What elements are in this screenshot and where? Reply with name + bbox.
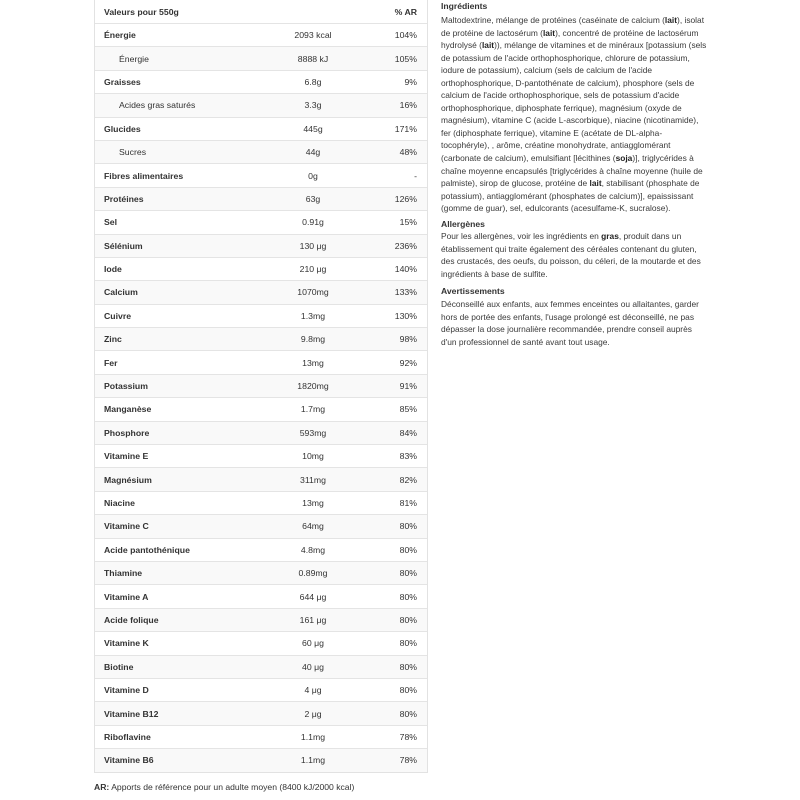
nutrient-name: Fibres alimentaires [104, 170, 184, 181]
table-row [95, 350, 427, 373]
nutrient-name: Zinc [104, 334, 122, 345]
nutrient-ar: 92% [399, 357, 417, 368]
nutrient-name: Manganèse [104, 404, 152, 415]
nutrient-ar: 84% [399, 427, 417, 438]
nutrient-value: 311mg [300, 474, 326, 485]
nutrient-name: Sucres [119, 147, 147, 158]
table-row [95, 748, 427, 771]
nutrient-ar: 130% [394, 310, 417, 321]
allergen-word: lait [481, 40, 495, 51]
table-row [95, 117, 427, 140]
nutrient-value: 1820mg [297, 381, 329, 392]
nutrient-name: Graisses [104, 76, 141, 87]
nutrient-value: 6.8g [304, 76, 322, 87]
table-row [95, 234, 427, 257]
allergen-word: soja [615, 153, 633, 164]
nutrient-value: 1070mg [297, 287, 329, 298]
nutrient-ar: 80% [399, 638, 417, 649]
nutrient-value: 161 μg [299, 614, 327, 625]
nutrient-name: Acide pantothénique [104, 544, 190, 555]
nutrient-ar: - [414, 170, 417, 181]
text-segment: ), isolat de protéine de lactosérum ( [441, 15, 705, 38]
nutrient-name: Acide folique [104, 614, 159, 625]
nutrient-ar: 126% [394, 193, 417, 204]
nutrient-ar: 171% [394, 123, 417, 134]
table-row [95, 210, 427, 233]
table-row [95, 538, 427, 561]
nutrient-name: Biotine [104, 661, 134, 672]
nutrient-name: Iode [104, 264, 122, 275]
nutrient-name: Glucides [104, 123, 141, 134]
nutrient-name: Sel [104, 217, 118, 228]
table-row [95, 46, 427, 69]
text-segment: , produit dans un établissement qui traite également des céréales contenant du gluten, des crustacés, des oeufs, du poisson, du céleri, de la moutarde et des ingrédients à base de sulfite. [441, 231, 701, 279]
nutrient-name: Potassium [104, 381, 148, 392]
nutrient-ar: 9% [404, 76, 417, 87]
nutrient-value: 4.8mg [300, 544, 326, 555]
nutrient-value: 0g [308, 170, 318, 181]
nutrient-ar: 16% [399, 100, 417, 111]
table-row [95, 725, 427, 748]
table-row [95, 93, 427, 116]
table-row [95, 584, 427, 607]
nutrient-ar: 83% [399, 451, 417, 462]
allergens-text [441, 230, 709, 280]
nutrition-table [94, 0, 428, 773]
nutrient-value: 130 μg [299, 240, 327, 251]
allergens-title: Allergènes [441, 219, 485, 229]
table-row [95, 631, 427, 654]
table-row [95, 655, 427, 678]
nutrient-name: Vitamine K [104, 638, 149, 649]
table-row [95, 23, 427, 46]
nutrient-value: 1.1mg [300, 755, 326, 766]
nutrient-ar: 80% [399, 521, 417, 532]
table-row [95, 491, 427, 514]
nutrient-name: Vitamine C [104, 521, 149, 532]
nutrient-value: 593mg [299, 427, 327, 438]
nutrient-value: 210 μg [299, 264, 327, 275]
table-row [95, 140, 427, 163]
table-row [95, 514, 427, 537]
nutrient-value: 44g [305, 147, 321, 158]
nutrient-name: Énergie [104, 30, 136, 41]
nutrient-value: 0.89mg [298, 568, 328, 579]
text-segment: ), concentré de protéine de lactosérum hydrolysé ( [441, 27, 699, 51]
nutrient-name: Vitamine A [104, 591, 149, 602]
table-row [95, 467, 427, 490]
nutrient-ar: 78% [399, 731, 417, 742]
nutrient-name: Protéines [104, 193, 144, 204]
warnings-text: Déconseillé aux enfants, aux femmes enceintes ou allaitantes, garder hors de portée des enfants, l'usage prolongé est déconseillé, ne pas dépasser la dose journalière recommandée, prendre conseil auprès d'un professionnel de santé avant tout usage. [441, 299, 699, 347]
table-row [95, 187, 427, 210]
nutrient-ar: 82% [399, 474, 417, 485]
nutrient-ar: 80% [399, 661, 417, 672]
nutrient-value: 13mg [302, 498, 324, 508]
table-row [95, 280, 427, 303]
nutrient-ar: 236% [394, 240, 417, 251]
warnings-title: Avertissements [441, 286, 505, 296]
table-row [95, 163, 427, 186]
text-segment: )], triglycérides à chaîne moyenne encapsulés [triglycérides à chaîne moyenne (huile de palmiste), sirop de glucose, protéine de [441, 153, 703, 189]
nutrient-name: Énergie [119, 53, 149, 64]
nutrient-value: 40 μg [302, 661, 324, 672]
nutrient-ar: 80% [399, 685, 417, 696]
nutrient-ar: 15% [399, 217, 417, 228]
table-row [95, 421, 427, 444]
nutrient-name: Acides gras saturés [119, 100, 196, 111]
nutrient-ar: 91% [399, 381, 417, 392]
allergen-word: lait [664, 15, 678, 25]
table-header [95, 0, 427, 23]
nutrient-value: 0.91g [302, 217, 324, 228]
text-segment: , stabilisant (phosphate de potassium), antiagglomérant (phosphates de calcium)], epaississant (gomme de guar), sel, edulcorants (acesulfame-K, sucralose). [441, 178, 700, 214]
text-segment: Pour les allergènes, voir les ingrédients en [441, 231, 602, 241]
footnote [94, 782, 354, 792]
table-row [95, 374, 427, 397]
nutrient-name: Fer [104, 357, 118, 368]
text-segment: Maltodextrine, mélange de protéines (caséinate de calcium ( [441, 15, 665, 25]
nutrient-value: 13mg [302, 357, 324, 368]
table-row [95, 678, 427, 701]
table-row [95, 561, 427, 584]
nutrient-value: 644 μg [299, 591, 327, 602]
nutrient-value: 1.3mg [300, 310, 326, 321]
nutrient-value: 2093 kcal [294, 30, 332, 41]
nutrient-ar: 85% [399, 404, 417, 415]
table-row [95, 444, 427, 467]
nutrient-name: Riboflavine [104, 731, 151, 742]
nutrient-name: Vitamine B12 [104, 708, 159, 719]
nutrient-ar: 80% [399, 591, 417, 602]
nutrient-value: 9.8mg [300, 334, 326, 345]
nutrient-value: 8888 kJ [297, 53, 329, 64]
nutrient-value: 445g [303, 123, 323, 134]
nutrient-ar: 104% [394, 30, 417, 41]
nutrient-ar: 105% [394, 53, 417, 64]
ingredients-title: Ingrédients [441, 1, 488, 11]
nutrient-ar: 80% [399, 614, 417, 625]
nutrient-name: Phosphore [104, 427, 150, 438]
nutrient-value: 60 μg [302, 638, 324, 649]
nutrient-value: 10mg [302, 451, 324, 462]
header-ar: % AR [394, 6, 417, 17]
nutrient-name: Magnésium [104, 474, 152, 485]
table-row [95, 70, 427, 93]
nutrient-ar: 133% [394, 287, 417, 298]
nutrient-name: Vitamine D [104, 685, 149, 696]
nutrient-ar: 80% [399, 708, 417, 719]
table-row [95, 397, 427, 420]
nutrient-value: 3.3g [304, 100, 322, 111]
nutrient-ar: 80% [399, 568, 417, 579]
table-row [95, 608, 427, 631]
nutrient-ar: 140% [394, 264, 417, 275]
nutrient-ar: 98% [399, 334, 417, 345]
footnote-text: Apports de référence pour un adulte moyen (8400 kJ/2000 kcal) [109, 782, 355, 792]
nutrient-name: Vitamine B6 [104, 755, 154, 766]
nutrient-name: Vitamine E [104, 451, 149, 462]
nutrient-name: Thiamine [104, 568, 143, 579]
allergen-word: gras [601, 231, 619, 241]
nutrient-value: 64mg [302, 521, 324, 532]
allergen-word: lait [542, 27, 556, 38]
table-row [95, 304, 427, 327]
nutrient-value: 1.1mg [300, 731, 326, 742]
nutrient-name: Calcium [104, 287, 138, 298]
footnote-label: AR: [94, 782, 110, 792]
allergen-word: lait [589, 178, 602, 189]
nutrient-name: Niacine [104, 498, 135, 508]
nutrient-value: 4 μg [304, 685, 322, 696]
table-row [95, 257, 427, 280]
nutrient-ar: 48% [399, 147, 417, 158]
nutrient-ar: 80% [399, 544, 417, 555]
nutrient-value: 1.7mg [300, 404, 326, 415]
text-segment: )), mélange de vitamines et de minéraux [potassium (sels de potassium de l'acide orthophosphorique, chlorure de potassium, iodure de potassium), calcium (sels de calcium de l'acide orthophosphorique, D-pantothénate de calcium), phosphore (sels de calcium de l'acide orthophosphorique, sels de potassium d'acide orthophosphorique, diphosphate ferrique), magnésium (oxyde de magnésium), vitamine C (acide L-ascorbique), niacine (nicotinamide), fer (diphosphate ferrique), vitamine E (acétate de DL-alpha-tocophéryle), , arôme, créatine monohydrate, antiaggloméran​t (carbonate de calcium), emulsifiant [lécithines ( [441, 40, 707, 164]
nutrient-name: Cuivre [104, 310, 132, 321]
nutrient-value: 2 μg [304, 708, 322, 719]
table-row [95, 327, 427, 350]
nutrient-ar: 81% [399, 498, 417, 508]
nutrient-value: 63g [305, 193, 321, 204]
nutrient-name: Sélénium [104, 240, 143, 251]
ingredients-text [441, 14, 709, 215]
header-name: Valeurs pour 550g [104, 6, 179, 17]
nutrient-ar: 78% [399, 755, 417, 766]
table-row [95, 701, 427, 724]
